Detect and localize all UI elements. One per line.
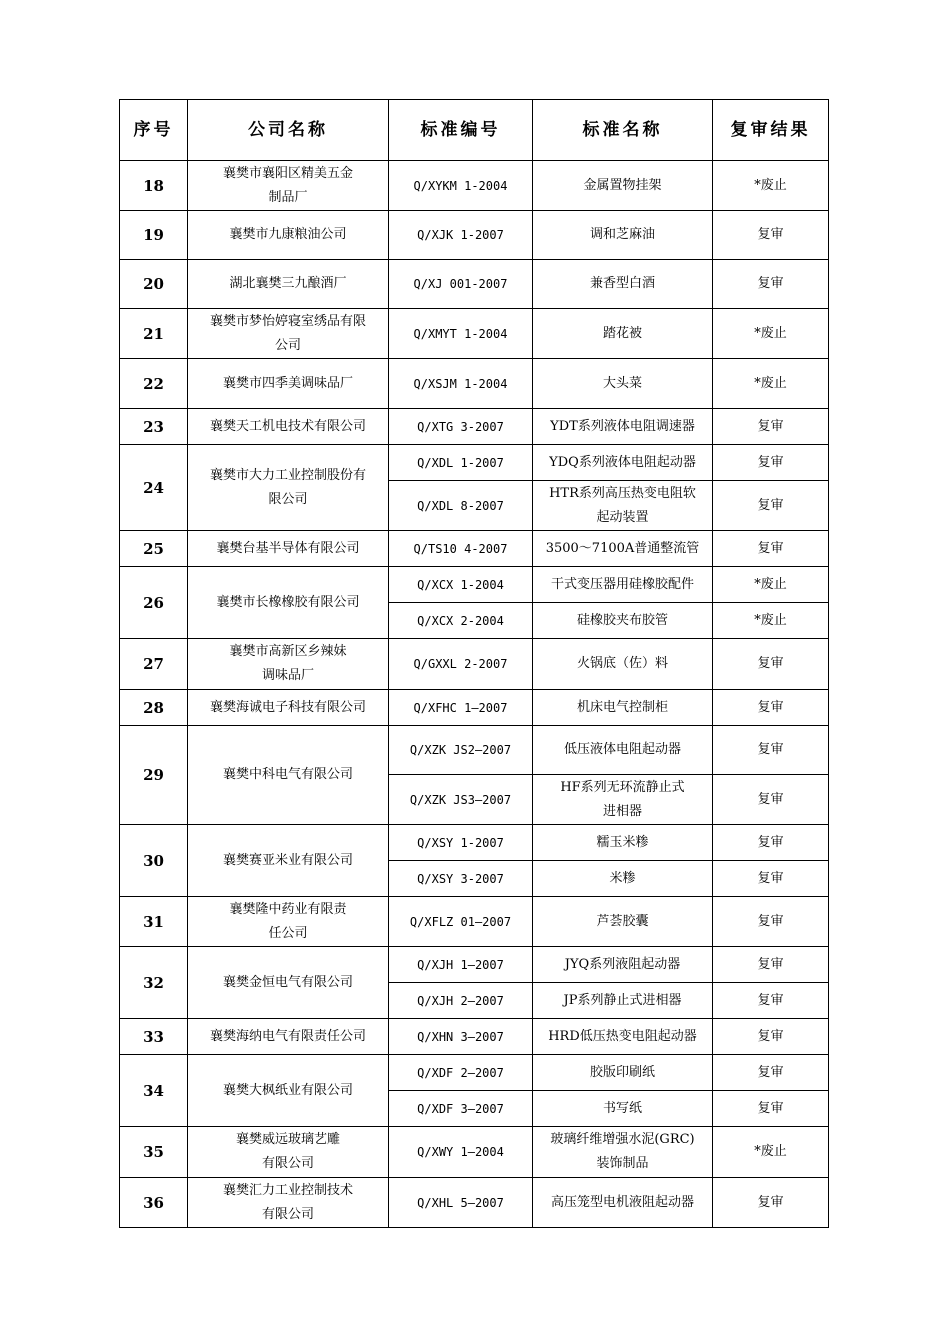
header-standard-name: 标准名称: [533, 100, 713, 161]
cell-review-result: 复审: [713, 1091, 829, 1127]
header-serial-no: 序号: [120, 100, 188, 161]
cell-serial-no: 35: [120, 1127, 188, 1178]
cell-review-result: 复审: [713, 1055, 829, 1091]
cell-standard-name: JYQ系列液阻起动器: [533, 947, 713, 983]
cell-standard-code: Q/TS10 4-2007: [389, 531, 533, 567]
cell-review-result: *废止: [713, 359, 829, 409]
cell-standard-code: Q/XDL 1-2007: [389, 445, 533, 481]
cell-serial-no: 27: [120, 639, 188, 690]
cell-review-result: 复审: [713, 947, 829, 983]
cell-serial-no: 34: [120, 1055, 188, 1127]
cell-serial-no: 31: [120, 897, 188, 947]
cell-serial-no: 33: [120, 1019, 188, 1055]
cell-serial-no: 23: [120, 409, 188, 445]
cell-review-result: 复审: [713, 983, 829, 1019]
cell-standard-name: 机床电气控制柜: [533, 690, 713, 726]
cell-standard-name: 胶版印刷纸: [533, 1055, 713, 1091]
cell-serial-no: 25: [120, 531, 188, 567]
cell-serial-no: 36: [120, 1178, 188, 1228]
cell-review-result: *废止: [713, 309, 829, 359]
table-row: [120, 1127, 829, 1178]
cell-standard-code: Q/GXXL 2-2007: [389, 639, 533, 690]
cell-review-result: 复审: [713, 445, 829, 481]
cell-standard-name: 干式变压器用硅橡胶配件: [533, 567, 713, 603]
cell-standard-name: 大头菜: [533, 359, 713, 409]
cell-company-name: 襄樊威远玻璃艺雕 有限公司: [188, 1127, 389, 1178]
cell-company-name: 襄樊海纳电气有限责任公司: [188, 1019, 389, 1055]
table-row: [120, 161, 829, 211]
cell-standard-name: 糯玉米糁: [533, 825, 713, 861]
cell-company-name: 襄樊天工机电技术有限公司: [188, 409, 389, 445]
table-row: [120, 1055, 829, 1091]
cell-review-result: 复审: [713, 260, 829, 309]
cell-serial-no: 28: [120, 690, 188, 726]
cell-company-name: 襄樊台基半导体有限公司: [188, 531, 389, 567]
cell-standard-code: Q/XHL 5—2007: [389, 1178, 533, 1228]
cell-review-result: 复审: [713, 861, 829, 897]
cell-company-name: 襄樊市四季美调味品厂: [188, 359, 389, 409]
cell-standard-code: Q/XWY 1—2004: [389, 1127, 533, 1178]
cell-review-result: 复审: [713, 775, 829, 825]
cell-serial-no: 19: [120, 211, 188, 260]
cell-company-name: 襄樊隆中药业有限责 任公司: [188, 897, 389, 947]
cell-standard-name: HF系列无环流静止式 进相器: [533, 775, 713, 825]
cell-review-result: *废止: [713, 1127, 829, 1178]
cell-standard-code: Q/XFLZ 01—2007: [389, 897, 533, 947]
cell-review-result: 复审: [713, 409, 829, 445]
header-standard-code: 标准编号: [389, 100, 533, 161]
cell-standard-name: YDQ系列液体电阻起动器: [533, 445, 713, 481]
cell-review-result: 复审: [713, 639, 829, 690]
cell-company-name: 襄樊市大力工业控制股份有 限公司: [188, 445, 389, 531]
cell-standard-name: HRD低压热变电阻起动器: [533, 1019, 713, 1055]
cell-standard-name: 玻璃纤维增强水泥(GRC) 装饰制品: [533, 1127, 713, 1178]
table-row: [120, 690, 829, 726]
cell-serial-no: 30: [120, 825, 188, 897]
cell-company-name: 襄樊市九康粮油公司: [188, 211, 389, 260]
cell-standard-code: Q/XSY 1-2007: [389, 825, 533, 861]
standards-review-table: [119, 99, 829, 1228]
cell-review-result: *废止: [713, 567, 829, 603]
table-row: [120, 1019, 829, 1055]
cell-standard-name: JP系列静止式进相器: [533, 983, 713, 1019]
cell-standard-code: Q/XSY 3-2007: [389, 861, 533, 897]
cell-review-result: *废止: [713, 603, 829, 639]
cell-serial-no: 18: [120, 161, 188, 211]
cell-review-result: 复审: [713, 211, 829, 260]
cell-standard-code: Q/XZK JS2—2007: [389, 726, 533, 775]
cell-standard-code: Q/XMYT 1-2004: [389, 309, 533, 359]
table-row: [120, 445, 829, 481]
cell-standard-name: 米糁: [533, 861, 713, 897]
cell-company-name: 襄樊市高新区乡辣妹 调味品厂: [188, 639, 389, 690]
cell-standard-code: Q/XHN 3—2007: [389, 1019, 533, 1055]
cell-standard-name: 书写纸: [533, 1091, 713, 1127]
cell-serial-no: 32: [120, 947, 188, 1019]
header-company-name: 公司名称: [188, 100, 389, 161]
cell-company-name: 襄樊市梦怡婷寝室绣品有限 公司: [188, 309, 389, 359]
table-row: [120, 211, 829, 260]
table-row: [120, 359, 829, 409]
table-row: [120, 309, 829, 359]
cell-standard-name: 火锅底（佐）料: [533, 639, 713, 690]
header-review-result: 复审结果: [713, 100, 829, 161]
cell-standard-code: Q/XDL 8-2007: [389, 481, 533, 531]
cell-standard-code: Q/XFHC 1—2007: [389, 690, 533, 726]
cell-company-name: 襄樊中科电气有限公司: [188, 726, 389, 825]
cell-company-name: 襄樊金恒电气有限公司: [188, 947, 389, 1019]
cell-standard-code: Q/XYKM 1-2004: [389, 161, 533, 211]
cell-standard-name: 低压液体电阻起动器: [533, 726, 713, 775]
table-row: [120, 260, 829, 309]
table-row: [120, 947, 829, 983]
cell-standard-name: 硅橡胶夹布胶管: [533, 603, 713, 639]
cell-standard-code: Q/XJH 1—2007: [389, 947, 533, 983]
cell-standard-name: 3500～7100A普通整流管: [533, 531, 713, 567]
table-row: [120, 409, 829, 445]
table-row: [120, 825, 829, 861]
cell-review-result: 复审: [713, 825, 829, 861]
table-row: [120, 726, 829, 775]
cell-serial-no: 29: [120, 726, 188, 825]
cell-standard-name: 芦荟胶囊: [533, 897, 713, 947]
header-row: [120, 100, 829, 161]
cell-serial-no: 21: [120, 309, 188, 359]
cell-review-result: 复审: [713, 726, 829, 775]
cell-serial-no: 20: [120, 260, 188, 309]
table-row: [120, 567, 829, 603]
cell-company-name: 襄樊赛亚米业有限公司: [188, 825, 389, 897]
cell-company-name: 襄樊市襄阳区精美五金 制品厂: [188, 161, 389, 211]
cell-standard-code: Q/XSJM 1-2004: [389, 359, 533, 409]
cell-standard-code: Q/XJK 1-2007: [389, 211, 533, 260]
table-body: [120, 161, 829, 1228]
cell-serial-no: 22: [120, 359, 188, 409]
table-row: [120, 639, 829, 690]
cell-standard-code: Q/XJH 2—2007: [389, 983, 533, 1019]
cell-standard-name: HTR系列高压热变电阻软 起动装置: [533, 481, 713, 531]
cell-company-name: 襄樊大枫纸业有限公司: [188, 1055, 389, 1127]
cell-review-result: 复审: [713, 531, 829, 567]
cell-company-name: 襄樊海诚电子科技有限公司: [188, 690, 389, 726]
cell-standard-code: Q/XTG 3-2007: [389, 409, 533, 445]
cell-review-result: *废止: [713, 161, 829, 211]
cell-review-result: 复审: [713, 1178, 829, 1228]
cell-standard-code: Q/XCX 1-2004: [389, 567, 533, 603]
cell-standard-name: 踏花被: [533, 309, 713, 359]
cell-standard-code: Q/XZK JS3—2007: [389, 775, 533, 825]
table-row: [120, 1178, 829, 1228]
cell-company-name: 襄樊汇力工业控制技术 有限公司: [188, 1178, 389, 1228]
cell-standard-code: Q/XDF 3—2007: [389, 1091, 533, 1127]
cell-standard-code: Q/XDF 2—2007: [389, 1055, 533, 1091]
cell-serial-no: 26: [120, 567, 188, 639]
cell-serial-no: 24: [120, 445, 188, 531]
cell-review-result: 复审: [713, 1019, 829, 1055]
cell-standard-name: 兼香型白酒: [533, 260, 713, 309]
cell-standard-code: Q/XJ 001-2007: [389, 260, 533, 309]
cell-review-result: 复审: [713, 481, 829, 531]
table-row: [120, 531, 829, 567]
cell-company-name: 襄樊市长橡橡胶有限公司: [188, 567, 389, 639]
cell-standard-name: 高压笼型电机液阻起动器: [533, 1178, 713, 1228]
cell-review-result: 复审: [713, 690, 829, 726]
cell-standard-code: Q/XCX 2-2004: [389, 603, 533, 639]
cell-review-result: 复审: [713, 897, 829, 947]
cell-standard-name: 金属置物挂架: [533, 161, 713, 211]
cell-standard-name: YDT系列液体电阻调速器: [533, 409, 713, 445]
table-row: [120, 897, 829, 947]
cell-company-name: 湖北襄樊三九酿酒厂: [188, 260, 389, 309]
cell-standard-name: 调和芝麻油: [533, 211, 713, 260]
